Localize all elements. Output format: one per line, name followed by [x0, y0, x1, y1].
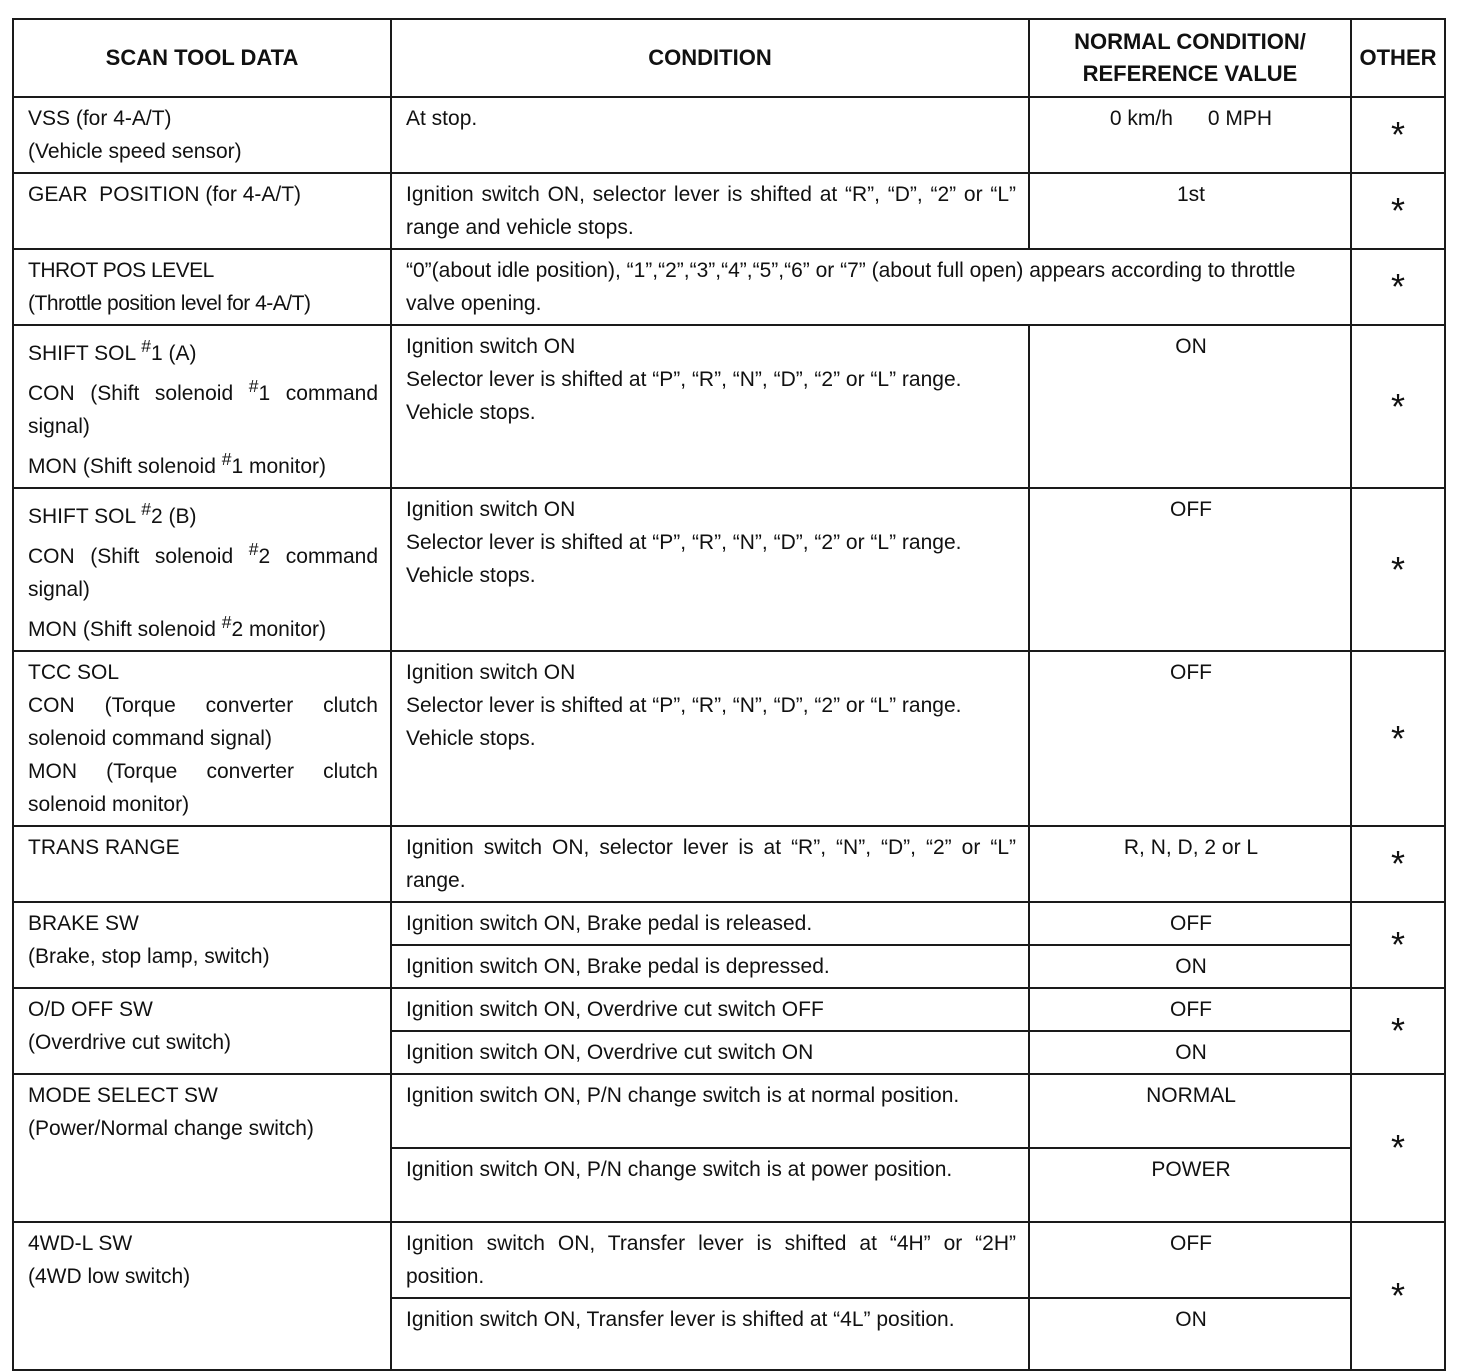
value-cell-mode-power: POWER [1029, 1148, 1351, 1222]
data-text: MODE SELECT SW [28, 1084, 218, 1107]
other-mark: * [1351, 173, 1445, 249]
other-mark: * [1351, 488, 1445, 651]
data-cell-tcc-sol [13, 651, 391, 826]
condition-cell-shift-sol-1 [391, 325, 1029, 488]
condition-cell-throt-pos-level: “0”(about idle position), “1”,“2”,“3”,“4”,“5”,“6” or “7” (about full open) appears according to throttle valve opening. [391, 249, 1351, 325]
value-cell-mode-normal: NORMAL [1029, 1074, 1351, 1148]
data-text [28, 330, 378, 370]
condition-cell-vss: At stop. [391, 97, 1029, 173]
data-text: 2 monitor) [231, 618, 327, 641]
other-mark: * [1351, 97, 1445, 173]
data-text: MON (Shift solenoid [28, 455, 222, 478]
condition-line: Selector lever is shifted at “P”, “R”, “N”, “D”, “2” or “L” range. [406, 531, 962, 554]
condition-cell-od-on: Ignition switch ON, Overdrive cut switch ON [391, 1031, 1029, 1074]
data-text: 1 command signal) [28, 382, 378, 438]
header-row [13, 19, 1445, 97]
header-normal-line2: REFERENCE VALUE [1082, 61, 1298, 86]
condition-cell-tcc-sol [391, 651, 1029, 826]
data-cell-vss [13, 97, 391, 173]
condition-line: Selector lever is shifted at “P”, “R”, “N”, “D”, “2” or “L” range. [406, 368, 962, 391]
condition-line: Vehicle stops. [406, 401, 536, 424]
table-row-gear-position [13, 173, 1445, 249]
hash-superscript: # [141, 499, 151, 519]
condition-cell-brake-depressed: Ignition switch ON, Brake pedal is depressed. [391, 945, 1029, 988]
data-text: 2 (B) [150, 505, 197, 528]
table-row-shift-sol-1 [13, 325, 1445, 488]
table-row-brake-sw [13, 902, 1445, 945]
condition-cell-mode-normal: Ignition switch ON, P/N change switch is at normal position. [391, 1074, 1029, 1148]
value-cell-4wd-4l: ON [1029, 1298, 1351, 1370]
condition-cell-4wd-4l: Ignition switch ON, Transfer lever is shifted at “4L” position. [391, 1298, 1029, 1370]
condition-line: Ignition switch ON [406, 661, 576, 684]
header-other: OTHER [1351, 19, 1445, 97]
data-text: (Throttle position level for 4-A/T) [28, 292, 311, 315]
condition-cell-trans-range: Ignition switch ON, selector lever is at “R”, “N”, “D”, “2” or “L” range. [391, 826, 1029, 902]
table-row-shift-sol-2 [13, 488, 1445, 651]
data-text: (Brake, stop lamp, switch) [28, 945, 270, 968]
value-cell-brake-depressed: ON [1029, 945, 1351, 988]
value-cell-tcc-sol: OFF [1029, 651, 1351, 826]
other-mark: * [1351, 902, 1445, 988]
data-text: VSS (for 4-A/T) [28, 107, 172, 130]
data-cell-trans-range: TRANS RANGE [13, 826, 391, 902]
other-mark: * [1351, 325, 1445, 488]
data-cell-throt-pos-level [13, 249, 391, 325]
table-row-throt-pos-level [13, 249, 1445, 325]
other-mark: * [1351, 1074, 1445, 1222]
data-cell-gear-position: GEAR POSITION (for 4-A/T) [13, 173, 391, 249]
data-text [28, 606, 378, 646]
hash-superscript: # [248, 376, 259, 396]
data-text: (Power/Normal change switch) [28, 1117, 314, 1140]
scan-tool-data-table-wrapper [12, 18, 1444, 1371]
data-text: 2 command signal) [28, 545, 378, 601]
data-cell-brake-sw [13, 902, 391, 988]
data-text: CON (Shift solenoid [28, 382, 249, 405]
data-text: SHIFT SOL [28, 342, 142, 365]
condition-line: Selector lever is shifted at “P”, “R”, “N”, “D”, “2” or “L” range. [406, 694, 962, 717]
hash-superscript: # [221, 612, 232, 632]
value-cell-shift-sol-1: ON [1029, 325, 1351, 488]
condition-cell-brake-released: Ignition switch ON, Brake pedal is released. [391, 902, 1029, 945]
condition-line: Ignition switch ON [406, 498, 576, 521]
table-row-od-off-sw [13, 988, 1445, 1031]
data-text: SHIFT SOL [28, 505, 142, 528]
condition-line: Vehicle stops. [406, 727, 536, 750]
other-mark: * [1351, 826, 1445, 902]
header-normal-line1: NORMAL CONDITION/ [1074, 29, 1306, 54]
data-text: TCC SOL [28, 661, 120, 684]
other-mark: * [1351, 651, 1445, 826]
condition-line: Vehicle stops. [406, 564, 536, 587]
data-cell-shift-sol-2 [13, 488, 391, 651]
header-scan-tool-data: SCAN TOOL DATA [13, 19, 391, 97]
header-normal-condition [1029, 19, 1351, 97]
data-text: CON (Shift solenoid [28, 545, 249, 568]
data-cell-shift-sol-1 [13, 325, 391, 488]
value-cell-od-on: ON [1029, 1031, 1351, 1074]
other-mark: * [1351, 988, 1445, 1074]
condition-cell-4wd-4h-2h: Ignition switch ON, Transfer lever is shifted at “4H” or “2H” position. [391, 1222, 1029, 1298]
condition-cell-od-off: Ignition switch ON, Overdrive cut switch OFF [391, 988, 1029, 1031]
value-cell-brake-released: OFF [1029, 902, 1351, 945]
other-mark: * [1351, 249, 1445, 325]
condition-cell-shift-sol-2 [391, 488, 1029, 651]
data-cell-4wd-l-sw [13, 1222, 391, 1370]
value-cell-vss: 0 km/h 0 MPH [1029, 97, 1351, 173]
data-text: THROT POS LEVEL [28, 259, 214, 282]
data-text: 4WD-L SW [28, 1232, 133, 1255]
table-row-4wd-l-sw [13, 1222, 1445, 1298]
data-text: MON (Shift solenoid [28, 618, 222, 641]
data-cell-mode-select-sw [13, 1074, 391, 1222]
scan-tool-data-table [12, 18, 1446, 1371]
hash-superscript: # [248, 539, 259, 559]
condition-cell-mode-power: Ignition switch ON, P/N change switch is at power position. [391, 1148, 1029, 1222]
data-text: (Vehicle speed sensor) [28, 140, 242, 163]
value-cell-gear-position: 1st [1029, 173, 1351, 249]
other-mark: * [1351, 1222, 1445, 1370]
table-row-vss [13, 97, 1445, 173]
value-cell-od-off: OFF [1029, 988, 1351, 1031]
data-text [28, 493, 378, 533]
header-condition: CONDITION [391, 19, 1029, 97]
data-text: 1 monitor) [231, 455, 327, 478]
table-row-trans-range [13, 826, 1445, 902]
table-row-mode-select-sw [13, 1074, 1445, 1148]
data-text: CON (Torque converter clutch solenoid command signal) [28, 694, 378, 750]
value-cell-trans-range: R, N, D, 2 or L [1029, 826, 1351, 902]
data-text: BRAKE SW [28, 912, 139, 935]
condition-line: Ignition switch ON [406, 335, 576, 358]
condition-cell-gear-position: Ignition switch ON, selector lever is shifted at “R”, “D”, “2” or “L” range and vehicle stops. [391, 173, 1029, 249]
data-text: (Overdrive cut switch) [28, 1031, 232, 1054]
data-text [28, 376, 378, 438]
hash-superscript: # [221, 449, 232, 469]
value-cell-shift-sol-2: OFF [1029, 488, 1351, 651]
hash-superscript: # [141, 336, 151, 356]
data-text: (4WD low switch) [28, 1265, 191, 1288]
value-cell-4wd-4h-2h: OFF [1029, 1222, 1351, 1298]
data-text [28, 443, 378, 483]
data-text: O/D OFF SW [28, 998, 153, 1021]
data-text: 1 (A) [150, 342, 197, 365]
data-text [28, 539, 378, 601]
data-text: MON (Torque converter clutch solenoid monitor) [28, 760, 378, 816]
table-row-tcc-sol [13, 651, 1445, 826]
data-cell-od-off-sw [13, 988, 391, 1074]
